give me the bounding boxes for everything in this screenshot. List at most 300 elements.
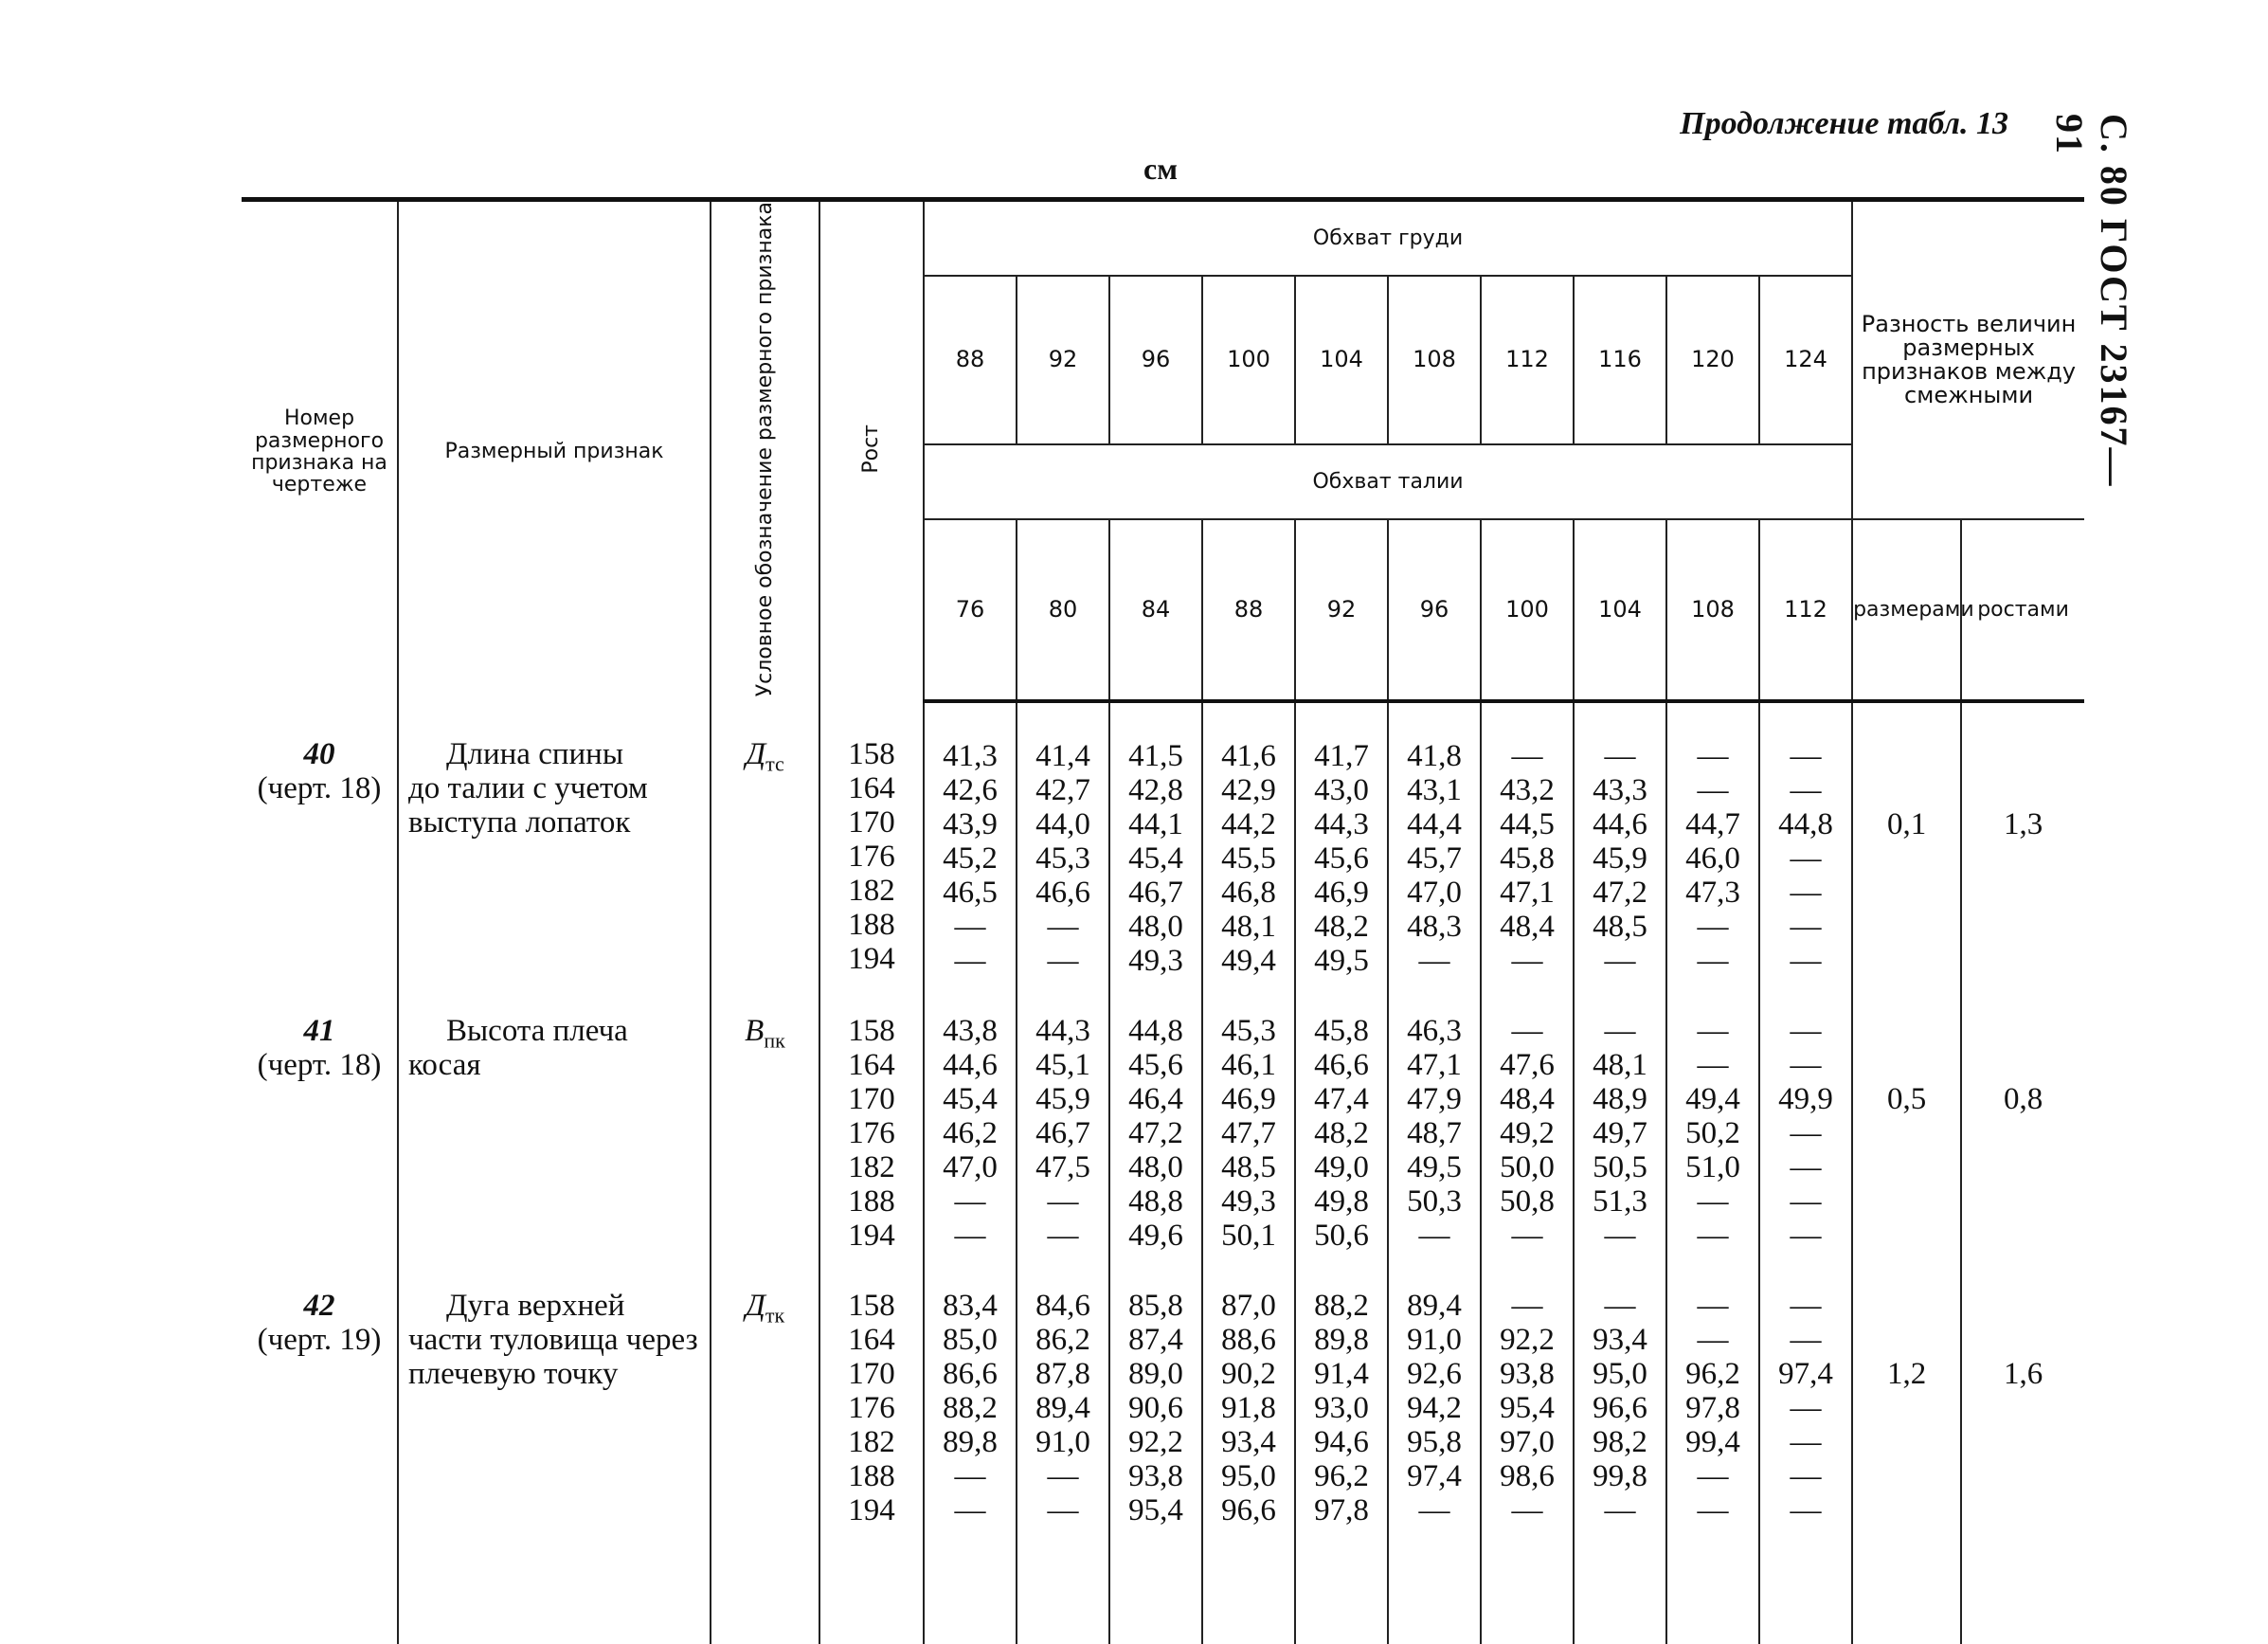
value-cell <box>1759 1253 1852 1527</box>
value: 43,2 <box>1500 773 1555 808</box>
value: — <box>1790 1014 1822 1049</box>
value: 47,1 <box>1500 876 1555 911</box>
height-value: 170 <box>848 1082 895 1117</box>
value: — <box>1604 944 1636 979</box>
value: — <box>1790 944 1822 979</box>
waist-size-header: 88 <box>1202 519 1295 701</box>
value: 42,8 <box>1128 773 1183 808</box>
value: 46,0 <box>1685 841 1740 876</box>
value: 85,0 <box>943 1323 998 1358</box>
filler-cell <box>1109 1527 1202 1644</box>
value: 48,9 <box>1593 1082 1647 1117</box>
value-cell <box>1481 701 1574 978</box>
filler-cell <box>398 1527 711 1644</box>
height-value: 170 <box>848 805 895 840</box>
waist-size-header: 104 <box>1574 519 1666 701</box>
value: — <box>1790 1289 1822 1324</box>
filler-cell <box>1202 1527 1295 1644</box>
value: — <box>1697 1493 1729 1528</box>
value: 50,0 <box>1500 1150 1555 1185</box>
chest-size-header: 120 <box>1666 276 1759 444</box>
value: 90,2 <box>1221 1357 1276 1392</box>
header-num: Номер размерного признака на чертеже <box>251 406 387 497</box>
height-value: 176 <box>848 840 895 875</box>
value: 94,2 <box>1407 1391 1462 1426</box>
diff-sizes-value: 1,2 <box>1852 1253 1961 1527</box>
value: — <box>1697 1184 1729 1219</box>
value: 44,6 <box>1593 807 1647 842</box>
header-code <box>711 202 819 701</box>
value: 87,8 <box>1035 1357 1090 1392</box>
value: 45,2 <box>943 841 998 876</box>
value: — <box>1604 739 1636 774</box>
value: — <box>1047 944 1079 979</box>
header-diff-heights: ростами <box>1961 519 2084 701</box>
value: 95,8 <box>1407 1425 1462 1460</box>
height-cell <box>819 701 924 978</box>
feature-name-first: Длина спины <box>446 737 623 772</box>
value: 44,8 <box>1778 807 1833 842</box>
table-row <box>242 701 2084 978</box>
value: 46,9 <box>1221 1082 1276 1117</box>
value-cell <box>1481 978 1574 1253</box>
height-value: 170 <box>848 1357 895 1392</box>
feature-cell <box>398 978 711 1253</box>
value-cell <box>1295 701 1388 978</box>
value-cell <box>1202 978 1295 1253</box>
height-value: 176 <box>848 1116 895 1151</box>
value: 45,8 <box>1500 841 1555 876</box>
table-row <box>242 1253 2084 1527</box>
value: — <box>1418 1219 1450 1254</box>
value: 49,4 <box>1221 944 1276 979</box>
value: 48,7 <box>1407 1116 1462 1151</box>
value: — <box>954 1219 986 1254</box>
waist-size-header: 108 <box>1666 519 1759 701</box>
value: 90,6 <box>1128 1391 1183 1426</box>
value: 95,0 <box>1593 1357 1647 1392</box>
feature-code-subscript: тс <box>765 751 784 776</box>
value: 95,4 <box>1500 1391 1555 1426</box>
value: — <box>1697 1048 1729 1083</box>
value: 51,3 <box>1593 1184 1647 1219</box>
chest-size-header: 124 <box>1759 276 1852 444</box>
feature-name-first: Высота плеча <box>446 1014 628 1049</box>
chest-size-header: 108 <box>1388 276 1481 444</box>
value: 87,0 <box>1221 1289 1276 1324</box>
value: — <box>954 1184 986 1219</box>
value: 47,9 <box>1407 1082 1462 1117</box>
header-diff-group: Разность величин размерных признаков между смежными <box>1852 202 2084 519</box>
value: — <box>1790 876 1822 911</box>
header-chest-group: Обхват груди <box>924 202 1852 276</box>
header-code-text: Условное обозначение размерного признака <box>752 202 777 697</box>
value: — <box>1511 944 1543 979</box>
value: 45,3 <box>1035 841 1090 876</box>
value: 44,8 <box>1128 1014 1183 1049</box>
value: — <box>1790 1323 1822 1358</box>
value: 45,9 <box>1035 1082 1090 1117</box>
value: 46,6 <box>1035 876 1090 911</box>
value: — <box>1697 739 1729 774</box>
value: 44,6 <box>943 1048 998 1083</box>
value: 45,9 <box>1593 841 1647 876</box>
value: 46,6 <box>1314 1048 1369 1083</box>
height-value: 158 <box>848 1014 895 1049</box>
value: — <box>1697 910 1729 945</box>
value: 49,3 <box>1128 944 1183 979</box>
value: 91,0 <box>1407 1323 1462 1358</box>
diff-heights-value: 0,8 <box>1961 978 2084 1253</box>
table-filler-row <box>242 1527 2084 1644</box>
diff-sizes-value: 0,1 <box>1852 701 1961 978</box>
value: 46,5 <box>943 876 998 911</box>
value: 41,7 <box>1314 739 1369 774</box>
feature-cell <box>398 701 711 978</box>
waist-size-header: 76 <box>924 519 1017 701</box>
value: 44,0 <box>1035 807 1090 842</box>
height-value: 164 <box>848 1323 895 1358</box>
value: 49,5 <box>1407 1150 1462 1185</box>
filler-cell <box>711 1527 819 1644</box>
row-drawing-ref: (черт. 18) <box>257 771 382 806</box>
value: 44,1 <box>1128 807 1183 842</box>
value: 86,2 <box>1035 1323 1090 1358</box>
value: — <box>1790 1459 1822 1494</box>
value: 48,0 <box>1128 910 1183 945</box>
value: — <box>1790 1048 1822 1083</box>
table-body <box>242 701 2084 1644</box>
value: 93,8 <box>1500 1357 1555 1392</box>
value: — <box>1604 1014 1636 1049</box>
value: 48,8 <box>1128 1184 1183 1219</box>
diff-heights-value: 1,6 <box>1961 1253 2084 1527</box>
value: 91,0 <box>1035 1425 1090 1460</box>
value: 49,6 <box>1128 1219 1183 1254</box>
value: 93,4 <box>1221 1425 1276 1460</box>
value: 97,8 <box>1314 1493 1369 1528</box>
value: 96,6 <box>1593 1391 1647 1426</box>
row-number: 40 <box>303 737 335 772</box>
value-cell <box>1109 701 1202 978</box>
value-cell <box>1574 1253 1666 1527</box>
value: 47,5 <box>1035 1150 1090 1185</box>
value: 96,2 <box>1314 1459 1369 1494</box>
value: 48,4 <box>1500 910 1555 945</box>
header-height <box>819 202 924 701</box>
value: 88,6 <box>1221 1323 1276 1358</box>
chest-size-header: 104 <box>1295 276 1388 444</box>
feature-code-letter: В <box>745 1014 765 1049</box>
value: 47,2 <box>1128 1116 1183 1151</box>
value: 48,4 <box>1500 1082 1555 1117</box>
filler-cell <box>819 1527 924 1644</box>
value: 41,3 <box>943 739 998 774</box>
value: 41,8 <box>1407 739 1462 774</box>
feature-name-rest: до талии с учетом выступа лопаток <box>408 771 648 840</box>
value: 99,4 <box>1685 1425 1740 1460</box>
value: — <box>1790 1184 1822 1219</box>
row-number-cell <box>242 701 398 978</box>
value: 99,8 <box>1593 1459 1647 1494</box>
value: — <box>1790 841 1822 876</box>
value: 97,4 <box>1778 1357 1833 1392</box>
value: 46,4 <box>1128 1082 1183 1117</box>
value: 49,4 <box>1685 1082 1740 1117</box>
value: 91,4 <box>1314 1357 1369 1392</box>
value: 46,8 <box>1221 876 1276 911</box>
value-cell <box>1017 701 1109 978</box>
measurement-table <box>242 202 2084 1644</box>
height-value: 164 <box>848 771 895 806</box>
value-cell <box>1109 978 1202 1253</box>
value-cell <box>1202 701 1295 978</box>
chest-size-header: 96 <box>1109 276 1202 444</box>
value-cell <box>1666 978 1759 1253</box>
value: 44,4 <box>1407 807 1462 842</box>
value-cell <box>1109 1253 1202 1527</box>
value-cell <box>1759 701 1852 978</box>
header-diff-sizes: размерами <box>1852 519 1961 701</box>
value: — <box>1790 1493 1822 1528</box>
value: — <box>1790 773 1822 808</box>
value: 41,4 <box>1035 739 1090 774</box>
unit-label: см <box>1143 152 1178 186</box>
value: 94,6 <box>1314 1425 1369 1460</box>
feature-code-letter: Д <box>746 737 766 772</box>
value: 87,4 <box>1128 1323 1183 1358</box>
value: 93,0 <box>1314 1391 1369 1426</box>
value: 43,3 <box>1593 773 1647 808</box>
continuation-title: Продолжение табл. 13 <box>1680 106 2008 141</box>
value: 85,8 <box>1128 1289 1183 1324</box>
feature-code-cell <box>711 1253 819 1527</box>
value: 47,1 <box>1407 1048 1462 1083</box>
height-value: 182 <box>848 1150 895 1185</box>
height-value: 182 <box>848 874 895 909</box>
value: 86,6 <box>943 1357 998 1392</box>
value: 96,2 <box>1685 1357 1740 1392</box>
height-value: 194 <box>848 1219 895 1254</box>
waist-size-header: 100 <box>1481 519 1574 701</box>
value: 41,5 <box>1128 739 1183 774</box>
filler-cell <box>1961 1527 2084 1644</box>
chest-size-header: 88 <box>924 276 1017 444</box>
value: 47,3 <box>1685 876 1740 911</box>
height-value: 158 <box>848 737 895 772</box>
value: 44,3 <box>1035 1014 1090 1049</box>
value: — <box>1790 739 1822 774</box>
value: 89,4 <box>1035 1391 1090 1426</box>
value: 48,1 <box>1221 910 1276 945</box>
value: 92,2 <box>1128 1425 1183 1460</box>
value: 97,4 <box>1407 1459 1462 1494</box>
value: 48,2 <box>1314 910 1369 945</box>
feature-name-rest: части туловища через плечевую точку <box>408 1323 698 1392</box>
value-cell <box>1017 1253 1109 1527</box>
value: 42,7 <box>1035 773 1090 808</box>
value: 47,0 <box>943 1150 998 1185</box>
value: 91,8 <box>1221 1391 1276 1426</box>
value: 95,4 <box>1128 1493 1183 1528</box>
value: — <box>1047 1184 1079 1219</box>
value: 46,1 <box>1221 1048 1276 1083</box>
value: — <box>1604 1493 1636 1528</box>
value: — <box>1511 1014 1543 1049</box>
value: 92,2 <box>1500 1323 1555 1358</box>
value: 47,7 <box>1221 1116 1276 1151</box>
height-value: 164 <box>848 1048 895 1083</box>
waist-size-header: 96 <box>1388 519 1481 701</box>
value: 92,6 <box>1407 1357 1462 1392</box>
value: 93,8 <box>1128 1459 1183 1494</box>
value: 45,6 <box>1314 841 1369 876</box>
value: 45,6 <box>1128 1048 1183 1083</box>
row-number: 42 <box>303 1289 335 1324</box>
value: — <box>1790 1219 1822 1254</box>
page-standard-code: С. 80 ГОСТ 23167—91 <box>2048 114 2135 488</box>
value: 45,7 <box>1407 841 1462 876</box>
value: 89,8 <box>943 1425 998 1460</box>
value: — <box>1697 1289 1729 1324</box>
value: 89,4 <box>1407 1289 1462 1324</box>
value: 93,4 <box>1593 1323 1647 1358</box>
value-cell <box>924 978 1017 1253</box>
value: — <box>1047 1459 1079 1494</box>
value: 49,8 <box>1314 1184 1369 1219</box>
value: — <box>1418 1493 1450 1528</box>
header-height-text: Рост <box>859 425 884 474</box>
waist-size-header: 80 <box>1017 519 1109 701</box>
value: 45,5 <box>1221 841 1276 876</box>
value-cell <box>1388 1253 1481 1527</box>
value: 43,0 <box>1314 773 1369 808</box>
value: 50,1 <box>1221 1219 1276 1254</box>
value: 88,2 <box>943 1391 998 1426</box>
height-value: 176 <box>848 1391 895 1426</box>
value: 97,0 <box>1500 1425 1555 1460</box>
value: 50,2 <box>1685 1116 1740 1151</box>
value: 50,5 <box>1593 1150 1647 1185</box>
row-number-cell <box>242 1253 398 1527</box>
filler-cell <box>1574 1527 1666 1644</box>
value: 89,0 <box>1128 1357 1183 1392</box>
height-value: 158 <box>848 1289 895 1324</box>
filler-cell <box>1017 1527 1109 1644</box>
feature-name-rest: косая <box>408 1048 481 1083</box>
value: 46,9 <box>1314 876 1369 911</box>
value: — <box>1697 1323 1729 1358</box>
feature-name-first: Дуга верхней <box>446 1289 625 1324</box>
row-drawing-ref: (черт. 18) <box>257 1048 382 1083</box>
value: 45,8 <box>1314 1014 1369 1049</box>
value: — <box>1418 944 1450 979</box>
value: 48,0 <box>1128 1150 1183 1185</box>
filler-cell <box>1481 1527 1574 1644</box>
value: 42,9 <box>1221 773 1276 808</box>
value: — <box>1047 1493 1079 1528</box>
value: 43,8 <box>943 1014 998 1049</box>
value: 95,0 <box>1221 1459 1276 1494</box>
value: — <box>1790 1150 1822 1185</box>
value-cell <box>1759 978 1852 1253</box>
row-number-cell <box>242 978 398 1253</box>
value: — <box>1511 1219 1543 1254</box>
waist-size-header: 92 <box>1295 519 1388 701</box>
value: 49,5 <box>1314 944 1369 979</box>
value: — <box>1511 1289 1543 1324</box>
height-value: 188 <box>848 1459 895 1494</box>
value-cell <box>1388 701 1481 978</box>
diff-sizes-value: 0,5 <box>1852 978 1961 1253</box>
value: 42,6 <box>943 773 998 808</box>
value: — <box>1790 1425 1822 1460</box>
value: 47,4 <box>1314 1082 1369 1117</box>
value: — <box>1047 910 1079 945</box>
value-cell <box>1574 701 1666 978</box>
value: 45,4 <box>1128 841 1183 876</box>
feature-code-subscript: пк <box>764 1028 785 1053</box>
value-cell <box>924 1253 1017 1527</box>
value-cell <box>1481 1253 1574 1527</box>
value: — <box>1511 739 1543 774</box>
value: 46,7 <box>1035 1116 1090 1151</box>
chest-size-header: 116 <box>1574 276 1666 444</box>
chest-size-header: 92 <box>1017 276 1109 444</box>
value: 41,6 <box>1221 739 1276 774</box>
diff-heights-value: 1,3 <box>1961 701 2084 978</box>
value: 46,3 <box>1407 1014 1462 1049</box>
chest-size-header: 112 <box>1481 276 1574 444</box>
value: 45,3 <box>1221 1014 1276 1049</box>
value: 49,7 <box>1593 1116 1647 1151</box>
value: 44,5 <box>1500 807 1555 842</box>
value: 49,9 <box>1778 1082 1833 1117</box>
value-cell <box>1295 978 1388 1253</box>
height-cell <box>819 1253 924 1527</box>
value: 49,0 <box>1314 1150 1369 1185</box>
height-value: 188 <box>848 908 895 943</box>
height-value: 188 <box>848 1184 895 1219</box>
value: 96,6 <box>1221 1493 1276 1528</box>
value: 83,4 <box>943 1289 998 1324</box>
value: — <box>954 1493 986 1528</box>
value: — <box>1697 1014 1729 1049</box>
value: — <box>954 910 986 945</box>
value: 98,6 <box>1500 1459 1555 1494</box>
header-feature: Размерный признак <box>398 202 711 701</box>
value: 44,3 <box>1314 807 1369 842</box>
value: — <box>1604 1289 1636 1324</box>
height-value: 194 <box>848 1493 895 1528</box>
value: — <box>954 944 986 979</box>
value: 84,6 <box>1035 1289 1090 1324</box>
filler-cell <box>924 1527 1017 1644</box>
value: 47,6 <box>1500 1048 1555 1083</box>
value: 47,0 <box>1407 876 1462 911</box>
value: 44,7 <box>1685 807 1740 842</box>
value: 97,8 <box>1685 1391 1740 1426</box>
filler-cell <box>1666 1527 1759 1644</box>
value: 44,2 <box>1221 807 1276 842</box>
header-waist-group: Обхват талии <box>924 444 1852 519</box>
value: 50,6 <box>1314 1219 1369 1254</box>
value: — <box>1697 944 1729 979</box>
value: — <box>1047 1219 1079 1254</box>
value: — <box>1697 773 1729 808</box>
value: 45,1 <box>1035 1048 1090 1083</box>
value: 49,2 <box>1500 1116 1555 1151</box>
